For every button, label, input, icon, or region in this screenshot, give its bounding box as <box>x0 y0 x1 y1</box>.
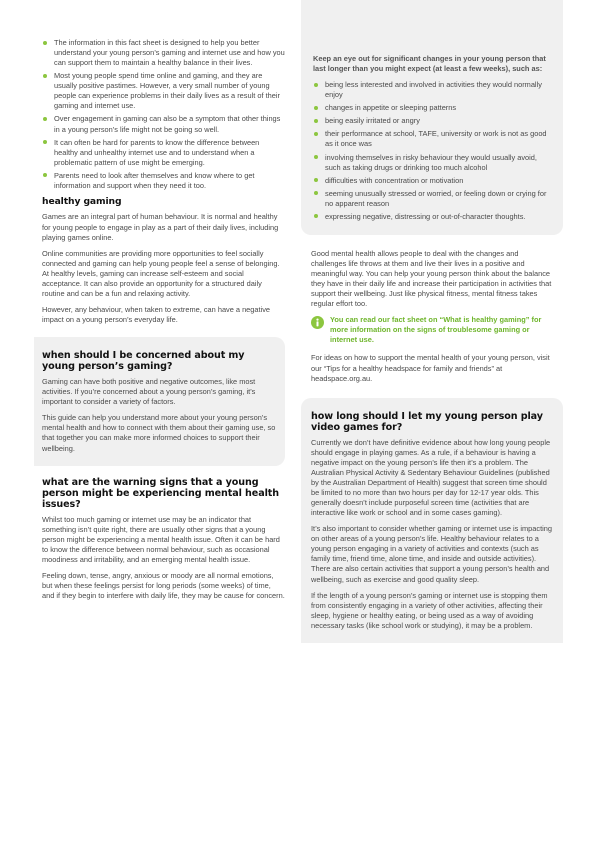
bullet-dot-icon <box>314 191 318 195</box>
list-item: their performance at school, TAFE, university or work is not as good as it once was <box>313 129 551 149</box>
changes-list <box>313 80 551 222</box>
bullet-dot-icon <box>314 214 318 218</box>
info-icon <box>311 316 324 329</box>
list-item: being less interested and involved in activities they would normally enjoy <box>313 80 551 100</box>
list-item: It can often be hard for parents to know the difference between healthy and unhealthy internet use and to understand when a problematic pattern of use might be emerging. <box>42 138 285 168</box>
mental-health-paragraph: Good mental health allows people to deal with the changes and challenges life throws at them and live their lives in a positive and meaningful way. You can help your young person think about the balance they have in their daily life and increase their participation in activities that support their wellbeing. Just like physical fitness, mental fitness takes regular effort too. <box>311 248 552 309</box>
list-item: changes in appetite or sleeping patterns <box>313 103 551 113</box>
bullet-dot-icon <box>314 132 318 136</box>
fact-sheet-tip <box>311 315 553 345</box>
bullet-dot-icon <box>314 178 318 182</box>
changes-box <box>301 0 563 235</box>
list-item: Most young people spend time online and gaming, and they are usually positive pastimes. However, a very small number of young people can experience problems in their daily lives as a result of their gaming and internet use. <box>42 71 285 111</box>
list-item: Parents need to look after themselves and know where to get information and support when they need it too. <box>42 171 285 191</box>
concerned-box <box>34 337 285 466</box>
bullet-dot-icon <box>43 173 47 177</box>
list-item: The information in this fact sheet is designed to help you better understand your young person’s gaming and internet use and how you can support them to maintain a healthy balance in their lives. <box>42 38 285 68</box>
warning-signs-section <box>42 477 285 602</box>
bullet-dot-icon <box>43 41 47 45</box>
warning-signs-paragraph: Whilst too much gaming or internet use may be an indicator that something isn’t quite right, there are usually other signs that a young person might be experiencing a mental health issue. Often it can be hard to know the difference between normal behaviour, such as occasional moodiness and irritability, and an emerging mental health issue. <box>42 514 280 564</box>
how-long-paragraph: If the length of a young person’s gaming or internet use is stopping them from consistently engaging in a variety of other activities, affecting their sleep, hygiene or healthy eating, or being used as a way of avoiding necessary tasks (like school work or studying), it may be a problem. <box>311 590 548 630</box>
bullet-dot-icon <box>43 140 47 144</box>
healthy-gaming-section <box>42 197 285 325</box>
healthy-gaming-paragraph: Online communities are providing more opportunities to feel socially connected and gaming can help young people feel a sense of belonging. At healthy levels, gaming can increase self-esteem and social acceptance. It can also provide an opportunity for a structured daily routine and can be a fun and relaxing activity. <box>42 248 280 298</box>
list-item: difficulties with concentration or motivation <box>313 176 551 186</box>
right-column <box>301 42 563 643</box>
list-item: involving themselves in risky behaviour they would usually avoid, such as taking drugs or drinking too much alcohol <box>313 153 551 173</box>
concerned-paragraph: Gaming can have both positive and negative outcomes, like most activities. If you’re concerned about a young person’s gaming, it’s important to consider a variety of factors. <box>42 377 256 407</box>
tip-text: You can read our fact sheet on “What is healthy gaming” for more information on the signs of troublesome gaming or internet use. <box>330 315 542 345</box>
warning-signs-heading: what are the warning signs that a young person might be experiencing mental health issues? <box>42 476 279 510</box>
ideas-paragraph: For ideas on how to support the mental health of your young person, visit our “Tips for a healthy headspace for family and friends” at headspace.org.au. <box>311 353 550 383</box>
bullet-dot-icon <box>43 117 47 121</box>
list-item: Over engagement in gaming can also be a symptom that other things in a young person’s life might not be going so well. <box>42 114 285 134</box>
list-item: expressing negative, distressing or out-of-character thoughts. <box>313 212 551 222</box>
healthy-gaming-paragraph: However, any behaviour, when taken to extreme, can have a negative impact on a young person’s everyday life. <box>42 304 271 325</box>
intro-bullet-list <box>42 38 285 191</box>
bullet-dot-icon <box>314 83 318 87</box>
list-item: being easily irritated or angry <box>313 116 551 126</box>
changes-intro: Keep an eye out for significant changes in your young person that last longer than you might expect (at least a few weeks), such as: <box>313 54 546 74</box>
how-long-paragraph: Currently we don’t have definitive evidence about how long young people should engage in playing games. As a rule, if a behaviour is having a negative impact on the young person’s life then it’s a problem. The Australian Physical Activity & Sedentary Behaviour Guidelines (published by the Australian Department of Health) suggest that screen time should be limited to no more than two hours per day for 12-17 year olds. This generally doesn’t include purposeful screen time (activities that are interactive like work or school and in some cases gaming). <box>311 437 551 518</box>
list-item: seeming unusually stressed or worried, or feeling down or crying for no apparent reason <box>313 189 551 209</box>
concerned-paragraph: This guide can help you understand more about your young person’s mental health and how to connect with them about their gaming use, so that together you can make more informed choices to support their wellbeing. <box>42 413 276 453</box>
left-column <box>42 38 285 607</box>
concerned-heading: when should I be concerned about my young person’s gaming? <box>42 350 245 373</box>
bullet-dot-icon <box>314 106 318 110</box>
bullet-dot-icon <box>314 155 318 159</box>
healthy-gaming-heading: healthy gaming <box>42 195 122 207</box>
how-long-heading: how long should I let my young person play video games for? <box>311 410 543 433</box>
bullet-dot-icon <box>43 74 47 78</box>
healthy-gaming-paragraph: Games are an integral part of human behaviour. It is normal and healthy for young people to engage in play as a part of their daily lives, including playing games online. <box>42 212 279 242</box>
how-long-box <box>301 398 563 643</box>
bullet-dot-icon <box>314 119 318 123</box>
warning-signs-paragraph: Feeling down, tense, angry, anxious or moody are all normal emotions, but when these feelings persist for long periods (some weeks) of time, and if they begin to interfere with daily life, they may be cause for concern. <box>42 570 285 601</box>
mental-health-section <box>301 249 563 384</box>
how-long-paragraph: It’s also important to consider whether gaming or internet use is impacting on other areas of a young person’s life. Healthy behaviour relates to a young person engaging in a variety of activities and contexts (such as family time, friend time, alone time, and inside and outside activities). There are also certain activities that support a young person’s health and wellbeing, such as exercise and good quality sleep. <box>311 524 553 584</box>
